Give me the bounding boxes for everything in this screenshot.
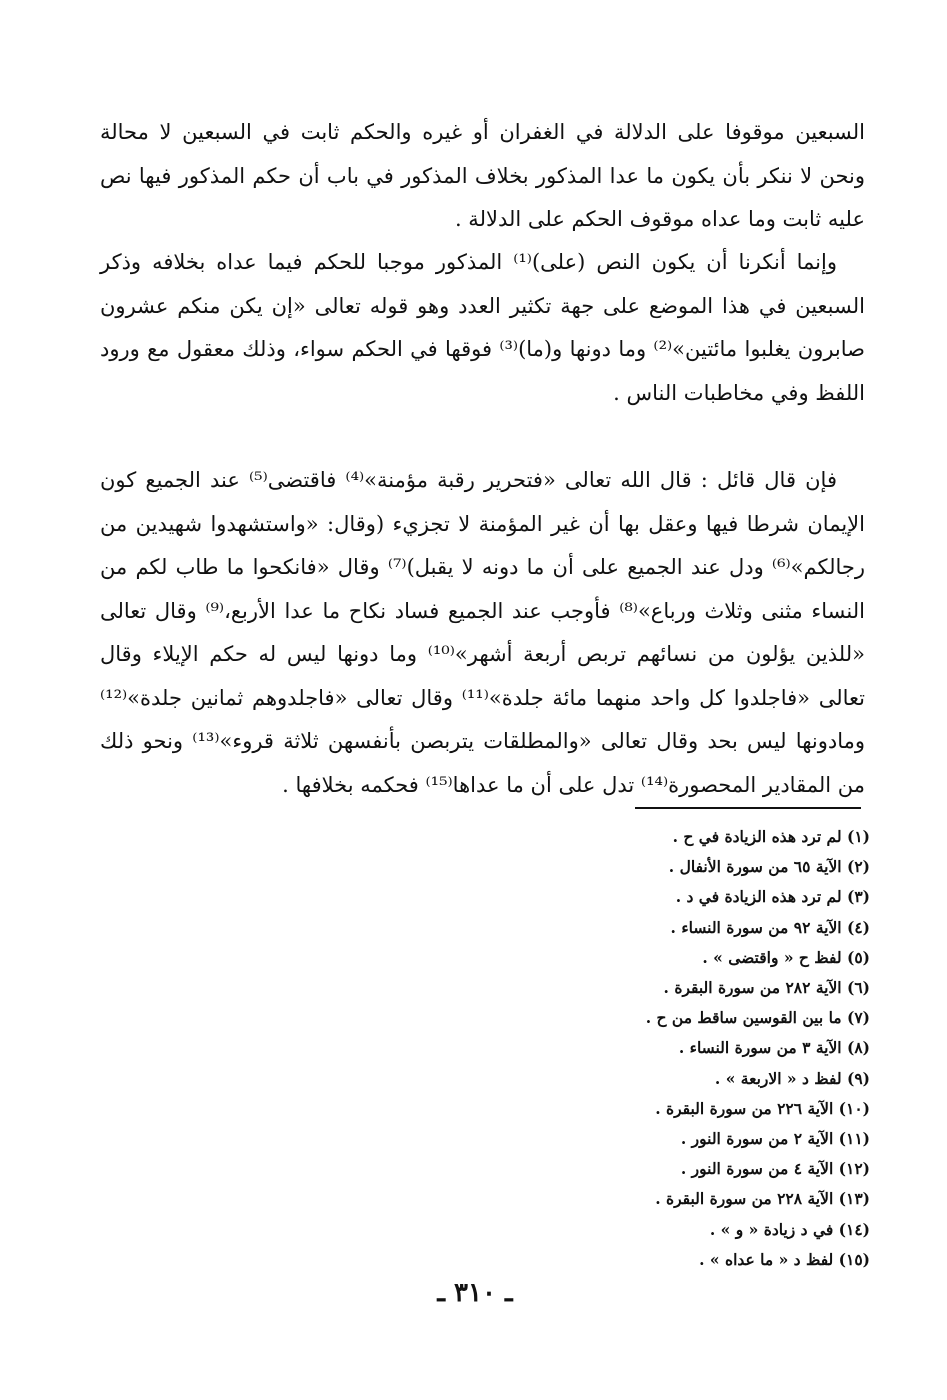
- footnote-item: (٤) الآية ٩٢ من سورة النساء .: [670, 917, 870, 937]
- footnote-item: (٧) ما بين القوسين ساقط من ح .: [645, 1008, 870, 1028]
- paragraph-text: فإن قال قائل : قال الله تعالى «فتحرير رقبة مؤمنة»⁽⁴⁾ فاقتضى⁽⁵⁾ عند الجميع كون الإيمان شرطا فيها وعقل بها أن غير المؤمنة لا تجزيء (وقال: «واستشهدوا شهيدين من رجالكم»⁽⁶⁾ ودل عند الجميع على أن ما دونه لا يقبل)⁽⁷⁾ وقال «فانكحوا ما طاب لكم من النساء مثنى وثلاث ورباع»⁽⁸⁾ فأوجب عند الجميع فساد نكاح ما عدا الأربع،⁽⁹⁾ وقال تعالى «للذين يؤلون من نسائهم تربص أربعة أشهر»⁽¹⁰⁾ وما دونها ليس له حكم الإيلاء وقال تعالى «فاجلدوا كل واحد منهما مائة جلدة»⁽¹¹⁾ وقال تعالى «فاجلدوهم ثمانين جلدة»⁽¹²⁾ ومادونها ليس بحد وقال تعالى «والمطلقات يتربصن بأنفسهن ثلاثة قروء»⁽¹³⁾ ونحو ذلك من المقادير المحصورة⁽¹⁴⁾ تدل على أن ما عداها⁽¹⁵⁾ فحكمه بخلافها .: [100, 468, 866, 797]
- body-paragraph-2: [100, 241, 865, 415]
- footnote-item: (٩) لفظ د « الاربعة » .: [714, 1068, 870, 1088]
- footnote-item: (١٤) في د زيادة « و » .: [709, 1219, 870, 1239]
- footnote-item: (١١) الآية ٢ من سورة النور .: [680, 1129, 870, 1149]
- footnote-item: (١٣) الآية ٢٢٨ من سورة البقرة .: [655, 1189, 870, 1209]
- footnote-item: (١٠) الآية ٢٢٦ من سورة البقرة .: [655, 1098, 870, 1118]
- footnote-item: (١٥) لفظ د « ما عداه » .: [699, 1249, 870, 1269]
- footnote-item: (١) لم ترد هذه الزيادة في ح .: [672, 827, 870, 846]
- page-number: ـ ٣١٠ ـ: [437, 1278, 513, 1308]
- paragraph-text: وإنما أنكرنا أن يكون النص (على)⁽¹⁾ المذكور موجبا للحكم فيما عداه بخلافه وذكر السبعين في هذا الموضع على جهة تكثير العدد وهو قوله تعالى «إن يكن منكم عشرون صابرون يغلبوا مائتين»⁽²⁾ وما دونها و(ما)⁽³⁾ فوقها في الحكم سواء، وذلك معقول مع ورود اللفظ وفي مخاطبات الناس .: [100, 250, 865, 405]
- footnote-item: (٢) الآية ٦٥ من سورة الأنفال .: [668, 857, 870, 877]
- footnotes-list: [400, 822, 870, 1275]
- paragraph-text: السبعين موقوفا على الدلالة في الغفران أو غيره والحكم ثابت في السبعين لا محالة ونحن لا ننكر بأن يكون ما عدا المذكور بخلاف المذكور في باب أن حكم المذكور فيها نص عليه ثابت وما عداه موقوف الحكم على الدلالة .: [100, 120, 865, 231]
- body-paragraph-1: [100, 111, 865, 242]
- footnote-item: (١٢) الآية ٤ من سورة النور .: [680, 1159, 870, 1179]
- footnote-item: (٦) الآية ٢٨٢ من سورة البقرة .: [663, 978, 870, 998]
- footnote-item: (٣) لم ترد هذه الزيادة في د .: [675, 887, 870, 907]
- footnote-item: (٥) لفظ ح « واقتضى » .: [702, 947, 870, 967]
- body-paragraph-3: [100, 459, 865, 807]
- footnote-item: (٨) الآية ٣ من سورة النساء .: [678, 1038, 870, 1058]
- footnote-divider: [635, 807, 861, 809]
